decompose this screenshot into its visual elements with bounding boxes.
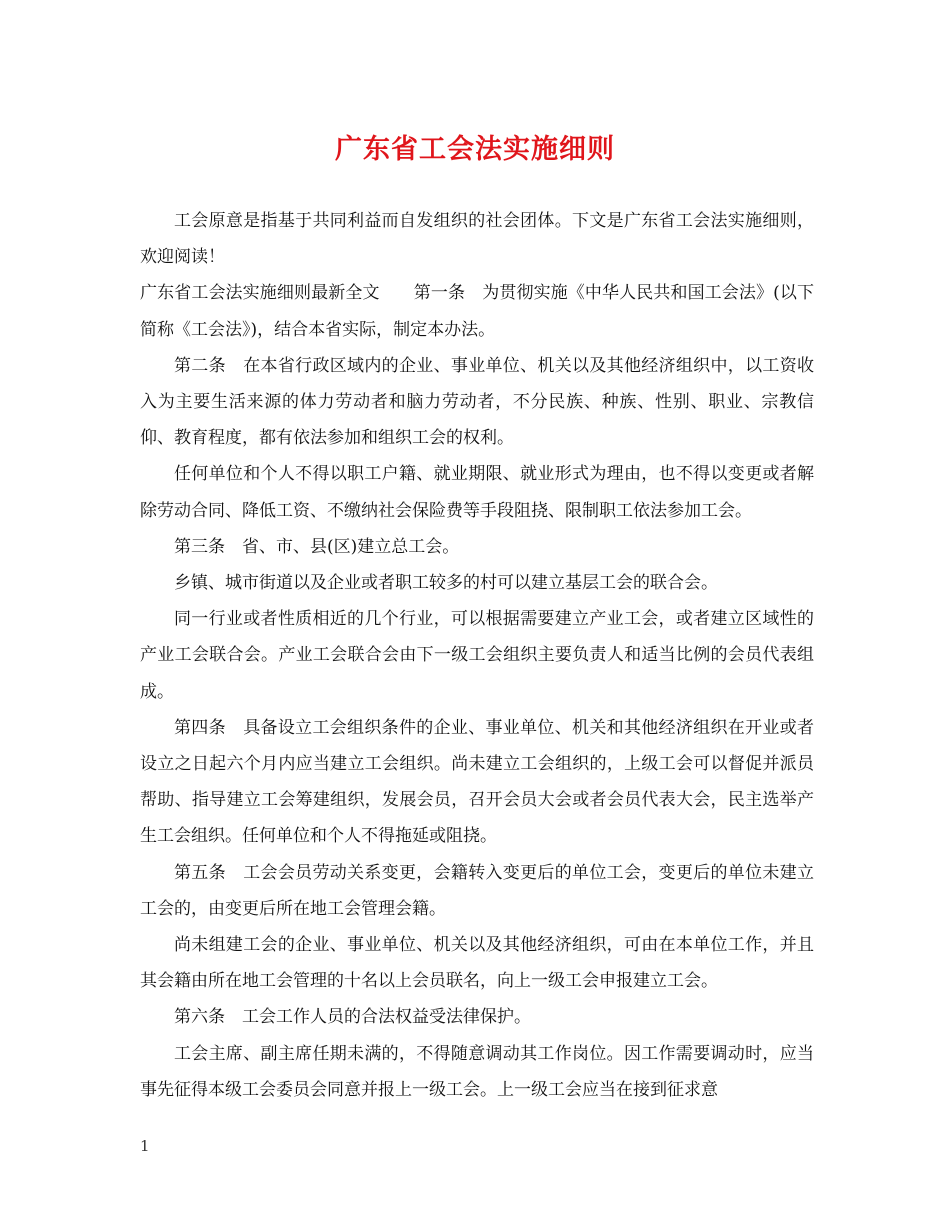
document-body bbox=[140, 203, 814, 1108]
paragraph: 第四条 具备设立工会组织条件的企业、事业单位、机关和其他经济组织在开业或者设立之日起六个月内应当建立工会组织。尚未建立工会组织的，上级工会可以督促并派员帮助、指导建立工会筹建组织，发展会员，召开会员大会或者会员代表大会，民主选举产生工会组织。任何单位和个人不得拖延或阻挠。 bbox=[140, 717, 814, 847]
paragraph: 广东省工会法实施细则最新全文 第一条 为贯彻实施《中华人民共和国工会法》(以下简称《工会法》)，结合本省实际，制定本办法。 bbox=[140, 283, 814, 340]
document-title: 广东省工会法实施细则 bbox=[335, 134, 615, 165]
paragraph: 乡镇、城市街道以及企业或者职工较多的村可以建立基层工会的联合会。 bbox=[174, 573, 718, 594]
paragraph: 同一行业或者性质相近的几个行业，可以根据需要建立产业工会，或者建立区域性的产业工会联合会。产业工会联合会由下一级工会组织主要负责人和适当比例的会员代表组成。 bbox=[140, 609, 814, 702]
paragraph: 工会主席、副主席任期未满的，不得随意调动其工作岗位。因工作需要调动时，应当事先征得本级工会委员会同意并报上一级工会。上一级工会应当在接到征求意 bbox=[140, 1043, 814, 1100]
paragraph: 第六条 工会工作人员的合法权益受法律保护。 bbox=[174, 1007, 531, 1028]
paragraph: 工会原意是指基于共同利益而自发组织的社会团体。下文是广东省工会法实施细则，欢迎阅读！ bbox=[140, 211, 814, 268]
paragraph: 第五条 工会会员劳动关系变更，会籍转入变更后的单位工会，变更后的单位未建立工会的，由变更后所在地工会管理会籍。 bbox=[140, 862, 814, 919]
paragraph: 第三条 省、市、县(区)建立总工会。 bbox=[174, 536, 460, 557]
page-number: 1 bbox=[140, 1137, 150, 1155]
paragraph: 尚未组建工会的企业、事业单位、机关以及其他经济组织，可由在本单位工作，并且其会籍由所在地工会管理的十名以上会员联名，向上一级工会申报建立工会。 bbox=[140, 935, 814, 992]
paragraph: 第二条 在本省行政区域内的企业、事业单位、机关以及其他经济组织中，以工资收入为主要生活来源的体力劳动者和脑力劳动者，不分民族、种族、性别、职业、宗教信仰、教育程度，都有依法参加和组织工会的权利。 bbox=[140, 355, 814, 449]
paragraph: 任何单位和个人不得以职工户籍、就业期限、就业形式为理由，也不得以变更或者解除劳动合同、降低工资、不缴纳社会保险费等手段阻挠、限制职工依法参加工会。 bbox=[140, 464, 814, 521]
